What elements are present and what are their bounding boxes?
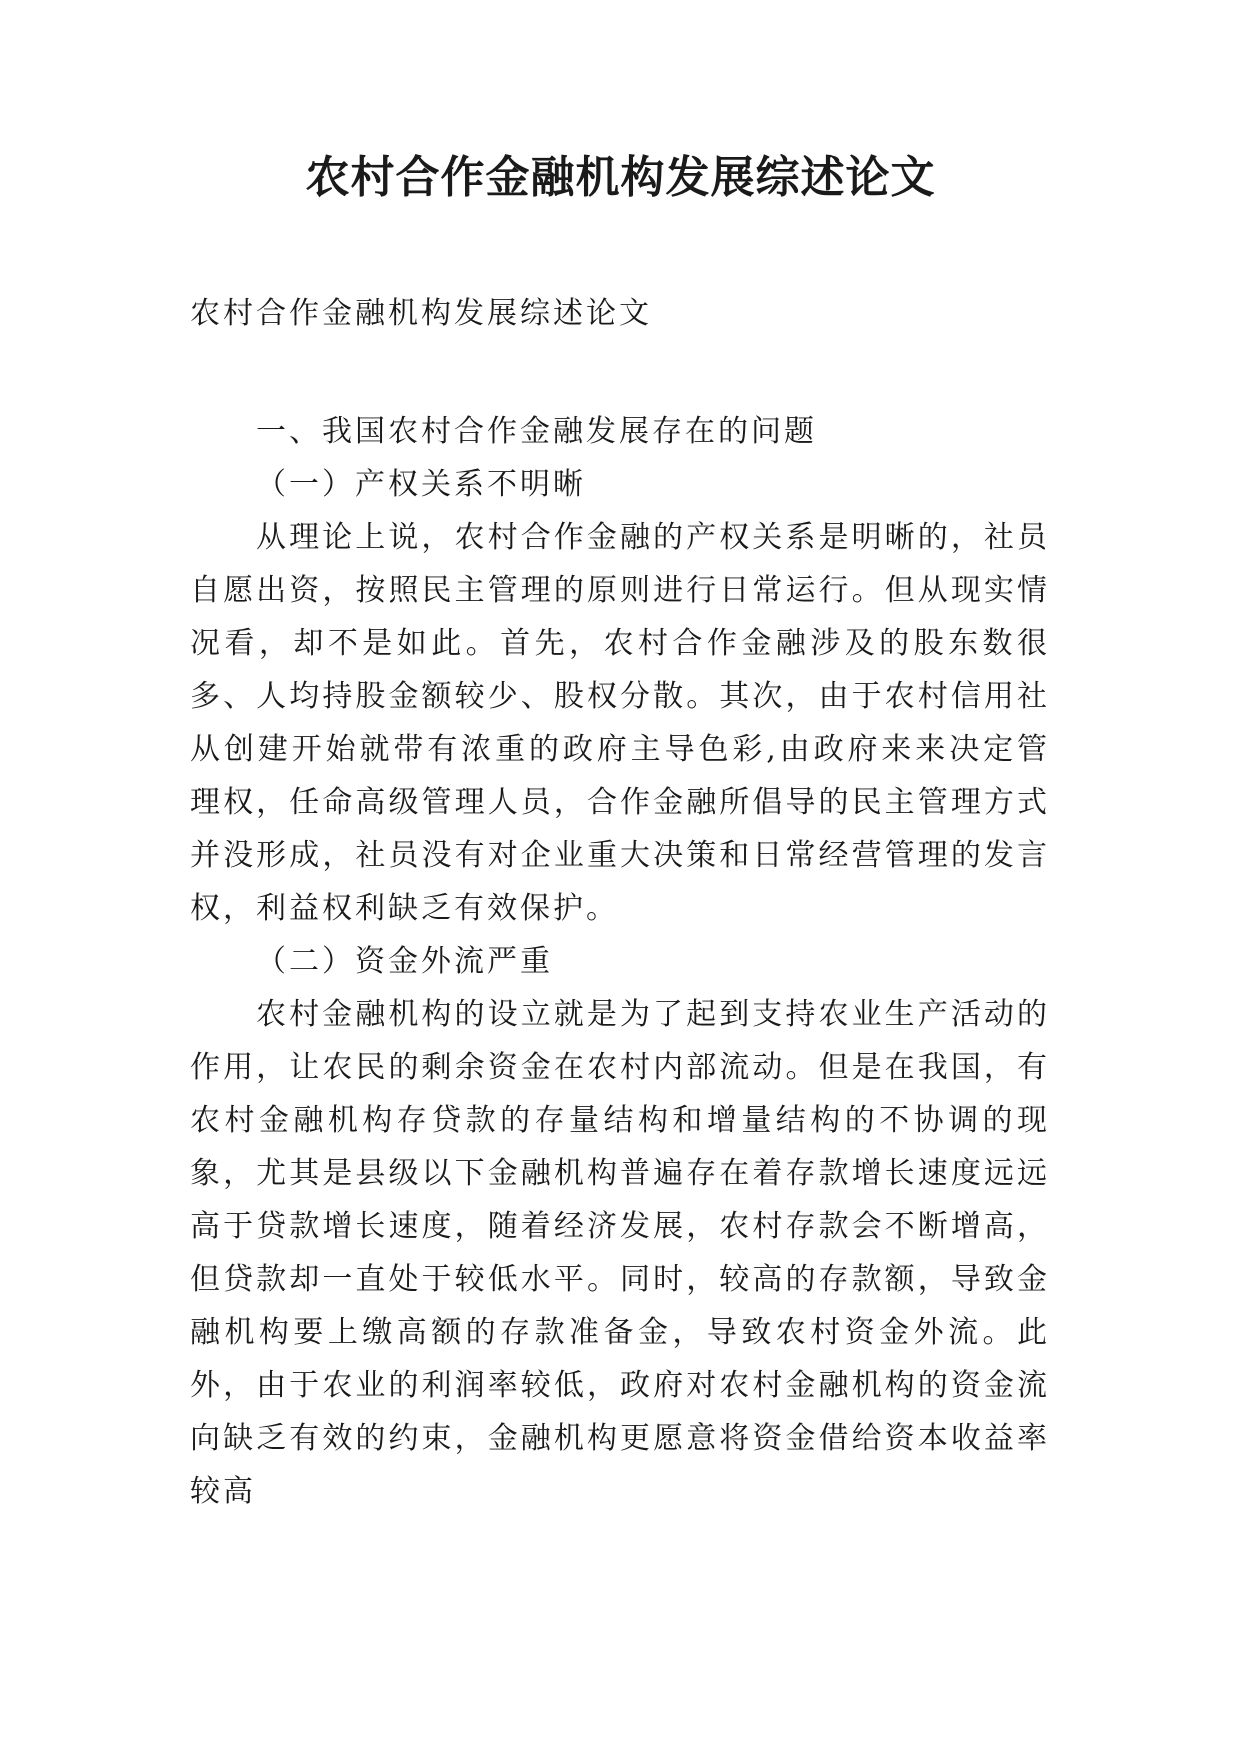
document-subtitle: 农村合作金融机构发展综述论文	[190, 296, 652, 331]
paragraph-1: 从理论上说，农村合作金融的产权关系是明晰的，社员自愿出资，按照民主管理的原则进行日常运行。但从现实情况看，却不是如此。首先，农村合作金融涉及的股东数很多、人均持股金额较少、股权分散。其次，由于农村信用社从创建开始就带有浓重的政府主导色彩,由政府来来决定管理权，任命高级管理人员，合作金融所倡导的民主管理方式并没形成，社员没有对企业重大决策和日常经营管理的发言权，利益权利缺乏有效保护。	[190, 520, 1050, 926]
subsection-heading-2: （二）资金外流严重	[256, 944, 553, 979]
section-heading: 一、我国农村合作金融发展存在的问题	[256, 414, 817, 449]
document-body	[190, 405, 1050, 1518]
paragraph-2: 农村金融机构的设立就是为了起到支持农业生产活动的作用，让农民的剩余资金在农村内部流动。但是在我国，有农村金融机构存贷款的存量结构和增量结构的不协调的现象，尤其是县级以下金融机构普遍存在着存款增长速度远远高于贷款增长速度，随着经济发展，农村存款会不断增高，但贷款却一直处于较低水平。同时，较高的存款额，导致金融机构要上缴高额的存款准备金，导致农村资金外流。此外，由于农业的利润率较低，政府对农村金融机构的资金流向缺乏有效的约束，金融机构更愿意将资金借给资本收益率较高	[190, 997, 1050, 1509]
subsection-heading-1: （一）产权关系不明晰	[256, 467, 586, 502]
document-title: 农村合作金融机构发展综述论文	[305, 152, 936, 203]
